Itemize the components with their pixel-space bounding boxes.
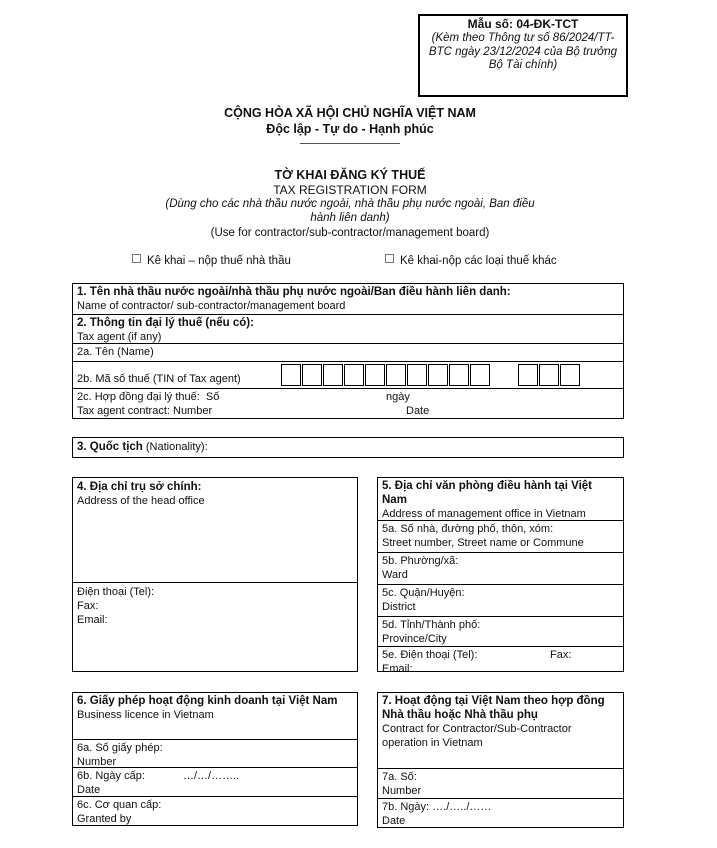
- row-2c-date-label: Date: [406, 405, 430, 417]
- row-5b-label-vi: 5b. Phường/xã:: [382, 555, 459, 567]
- section-2-row: [73, 314, 623, 343]
- tin-cell[interactable]: [428, 364, 448, 386]
- row-5a-street: [378, 520, 623, 552]
- motto-underline: [300, 143, 400, 144]
- row-2a-name: [73, 343, 623, 361]
- section-1-title-en: Name of contractor/ sub-contractor/management board: [77, 300, 346, 312]
- checkbox-option-contractor-tax: [132, 254, 291, 268]
- row-7a-label-vi: 7a. Số:: [382, 771, 417, 783]
- tin-boxes-main: [281, 364, 490, 386]
- row-6a-label-en: Number: [77, 756, 117, 768]
- form-title-note-en: (Use for contractor/sub-contractor/management board): [210, 227, 490, 239]
- fax-label: Fax:: [77, 600, 99, 612]
- tin-cell[interactable]: [518, 364, 538, 386]
- tin-boxes-suffix: [518, 364, 580, 386]
- form-title-en: TAX REGISTRATION FORM: [273, 183, 427, 197]
- management-office-box: [377, 477, 624, 672]
- tin-cell[interactable]: [539, 364, 559, 386]
- row-5d-province: [378, 616, 623, 646]
- section-3-title-en: (Nationality):: [142, 441, 208, 453]
- row-5e-email-label: Email:: [382, 663, 413, 672]
- checkbox-option-1-label: Kê khai – nộp thuế nhà thầu: [147, 255, 291, 267]
- row-7b-label-vi: 7b. Ngày: …./…../……: [382, 801, 492, 813]
- head-office-contact-area: [73, 583, 357, 629]
- row-6b-label-vi: 6b. Ngày cấp:: [77, 770, 145, 782]
- nationality-box: [72, 437, 624, 458]
- row-5c-label-en: District: [382, 601, 416, 613]
- head-office-address-box: [72, 477, 358, 672]
- row-2b-label: 2b. Mã số thuế (TIN of Tax agent): [77, 373, 241, 385]
- tin-cell[interactable]: [470, 364, 490, 386]
- row-2c-line-vi: [73, 390, 623, 404]
- row-6b-date-dots: …/…/……..: [183, 770, 240, 782]
- tin-cell[interactable]: [344, 364, 364, 386]
- form-title-block: [0, 168, 700, 240]
- section-6-header: [73, 693, 357, 739]
- row-5a-label-en: Street number, Street name or Commune: [382, 537, 584, 549]
- tin-cell[interactable]: [302, 364, 322, 386]
- tin-cell[interactable]: [386, 364, 406, 386]
- contractor-info-table: [72, 283, 624, 419]
- form-number-subtitle: (Kèm theo Thông tư số 86/2024/TT-BTC ngày 23/12/2024 của Bộ trưởng Bộ Tài chính): [428, 32, 618, 71]
- form-number-box: [418, 14, 628, 97]
- section-4-title-en: Address of the head office: [77, 495, 205, 507]
- row-2c-contract: [73, 388, 623, 418]
- tin-cell[interactable]: [323, 364, 343, 386]
- row-5c-district: [378, 584, 623, 616]
- row-5b-ward: [378, 552, 623, 584]
- national-title: CỘNG HÒA XÃ HỘI CHỦ NGHĨA VIỆT NAM: [224, 106, 476, 120]
- row-6c-granted-by: [73, 796, 357, 826]
- section-4-title-vi: 4. Địa chỉ trụ sở chính:: [77, 481, 202, 493]
- row-6b-issue-date: [73, 767, 357, 796]
- tin-cell[interactable]: [560, 364, 580, 386]
- row-2b-tin: [73, 361, 623, 388]
- section-6-title-en: Business licence in Vietnam: [77, 709, 214, 721]
- section-6-title-vi: 6. Giấy phép hoạt động kinh doanh tại Việt Nam: [77, 695, 338, 707]
- section-1-title-vi: 1. Tên nhà thầu nước ngoài/nhà thầu phụ nước ngoài/Ban điều hành liên danh:: [77, 286, 511, 298]
- section-2-title-vi: 2. Thông tin đại lý thuế (nếu có):: [77, 317, 254, 329]
- tin-cell[interactable]: [407, 364, 427, 386]
- contractor-contract-box: [377, 692, 624, 828]
- section-3-title-vi: 3. Quốc tịch: [77, 441, 143, 453]
- checkbox-icon[interactable]: [385, 254, 394, 263]
- row-5e-tel-fax-email: [378, 646, 623, 672]
- section-7-title-en: Contract for Contractor/Sub-Contractor operation in Vietnam: [382, 723, 572, 749]
- row-5e-fax-label: Fax:: [550, 649, 572, 661]
- row-7b-label-en: Date: [382, 815, 406, 827]
- section-5-title-en: Address of management office in Vietnam: [382, 508, 586, 520]
- row-5c-label-vi: 5c. Quận/Huyện:: [382, 587, 465, 599]
- tin-cell[interactable]: [365, 364, 385, 386]
- row-6b-label-en: Date: [77, 784, 101, 796]
- tin-cell[interactable]: [449, 364, 469, 386]
- section-2-title-en: Tax agent (if any): [77, 331, 162, 343]
- checkbox-option-other-taxes: [385, 254, 557, 268]
- national-header: [0, 106, 700, 144]
- section-1-row: [73, 284, 623, 314]
- row-5e-tel-label: 5e. Điện thoại (Tel):: [382, 649, 478, 661]
- head-office-address-area: [73, 478, 357, 583]
- section-7-title-vi: 7. Hoạt động tại Việt Nam theo hợp đồng Nhà thầu hoặc Nhà thầu phụ: [382, 695, 605, 721]
- form-number-title: Mẫu số: 04-ĐK-TCT: [467, 17, 579, 31]
- row-2c-line-en: [73, 404, 623, 418]
- form-title-vi: TỜ KHAI ĐĂNG KÝ THUẾ: [274, 168, 426, 182]
- row-5a-label-vi: 5a. Số nhà, đường phố, thôn, xóm:: [382, 523, 554, 535]
- business-licence-box: [72, 692, 358, 826]
- row-7a-contract-number: [378, 768, 623, 798]
- row-2c-label-en: Tax agent contract: Number: [77, 405, 213, 417]
- tin-cell[interactable]: [281, 364, 301, 386]
- checkbox-icon[interactable]: [132, 254, 141, 263]
- section-5-header: [378, 478, 623, 520]
- row-2c-ngay-label: ngày: [386, 391, 410, 403]
- row-6c-label-en: Granted by: [77, 813, 132, 825]
- form-title-note-vi: (Dùng cho các nhà thầu nước ngoài, nhà thầu phụ nước ngoài, Ban điều hành liên danh): [165, 198, 535, 224]
- row-5d-label-vi: 5d. Tỉnh/Thành phố:: [382, 619, 481, 631]
- tel-label: Điện thoại (Tel):: [77, 586, 155, 598]
- section-7-header: [378, 693, 623, 768]
- row-7b-contract-date: [378, 798, 623, 828]
- section-5-title-vi: 5. Địa chỉ văn phòng điều hành tại Việt Nam: [382, 480, 593, 506]
- row-2c-label-vi: 2c. Hợp đồng đại lý thuế: Số: [77, 391, 220, 403]
- row-2a-label: 2a. Tên (Name): [77, 346, 154, 358]
- row-6a-label-vi: 6a. Số giấy phép:: [77, 742, 163, 754]
- row-7a-label-en: Number: [382, 785, 422, 797]
- row-6c-label-vi: 6c. Cơ quan cấp:: [77, 799, 162, 811]
- national-motto: Độc lập - Tự do - Hạnh phúc: [266, 122, 434, 136]
- row-5d-label-en: Province/City: [382, 633, 447, 645]
- row-6a-licence-number: [73, 739, 357, 767]
- row-5b-label-en: Ward: [382, 569, 408, 581]
- email-label: Email:: [77, 614, 108, 626]
- checkbox-option-2-label: Kê khai-nộp các loại thuế khác: [400, 255, 557, 267]
